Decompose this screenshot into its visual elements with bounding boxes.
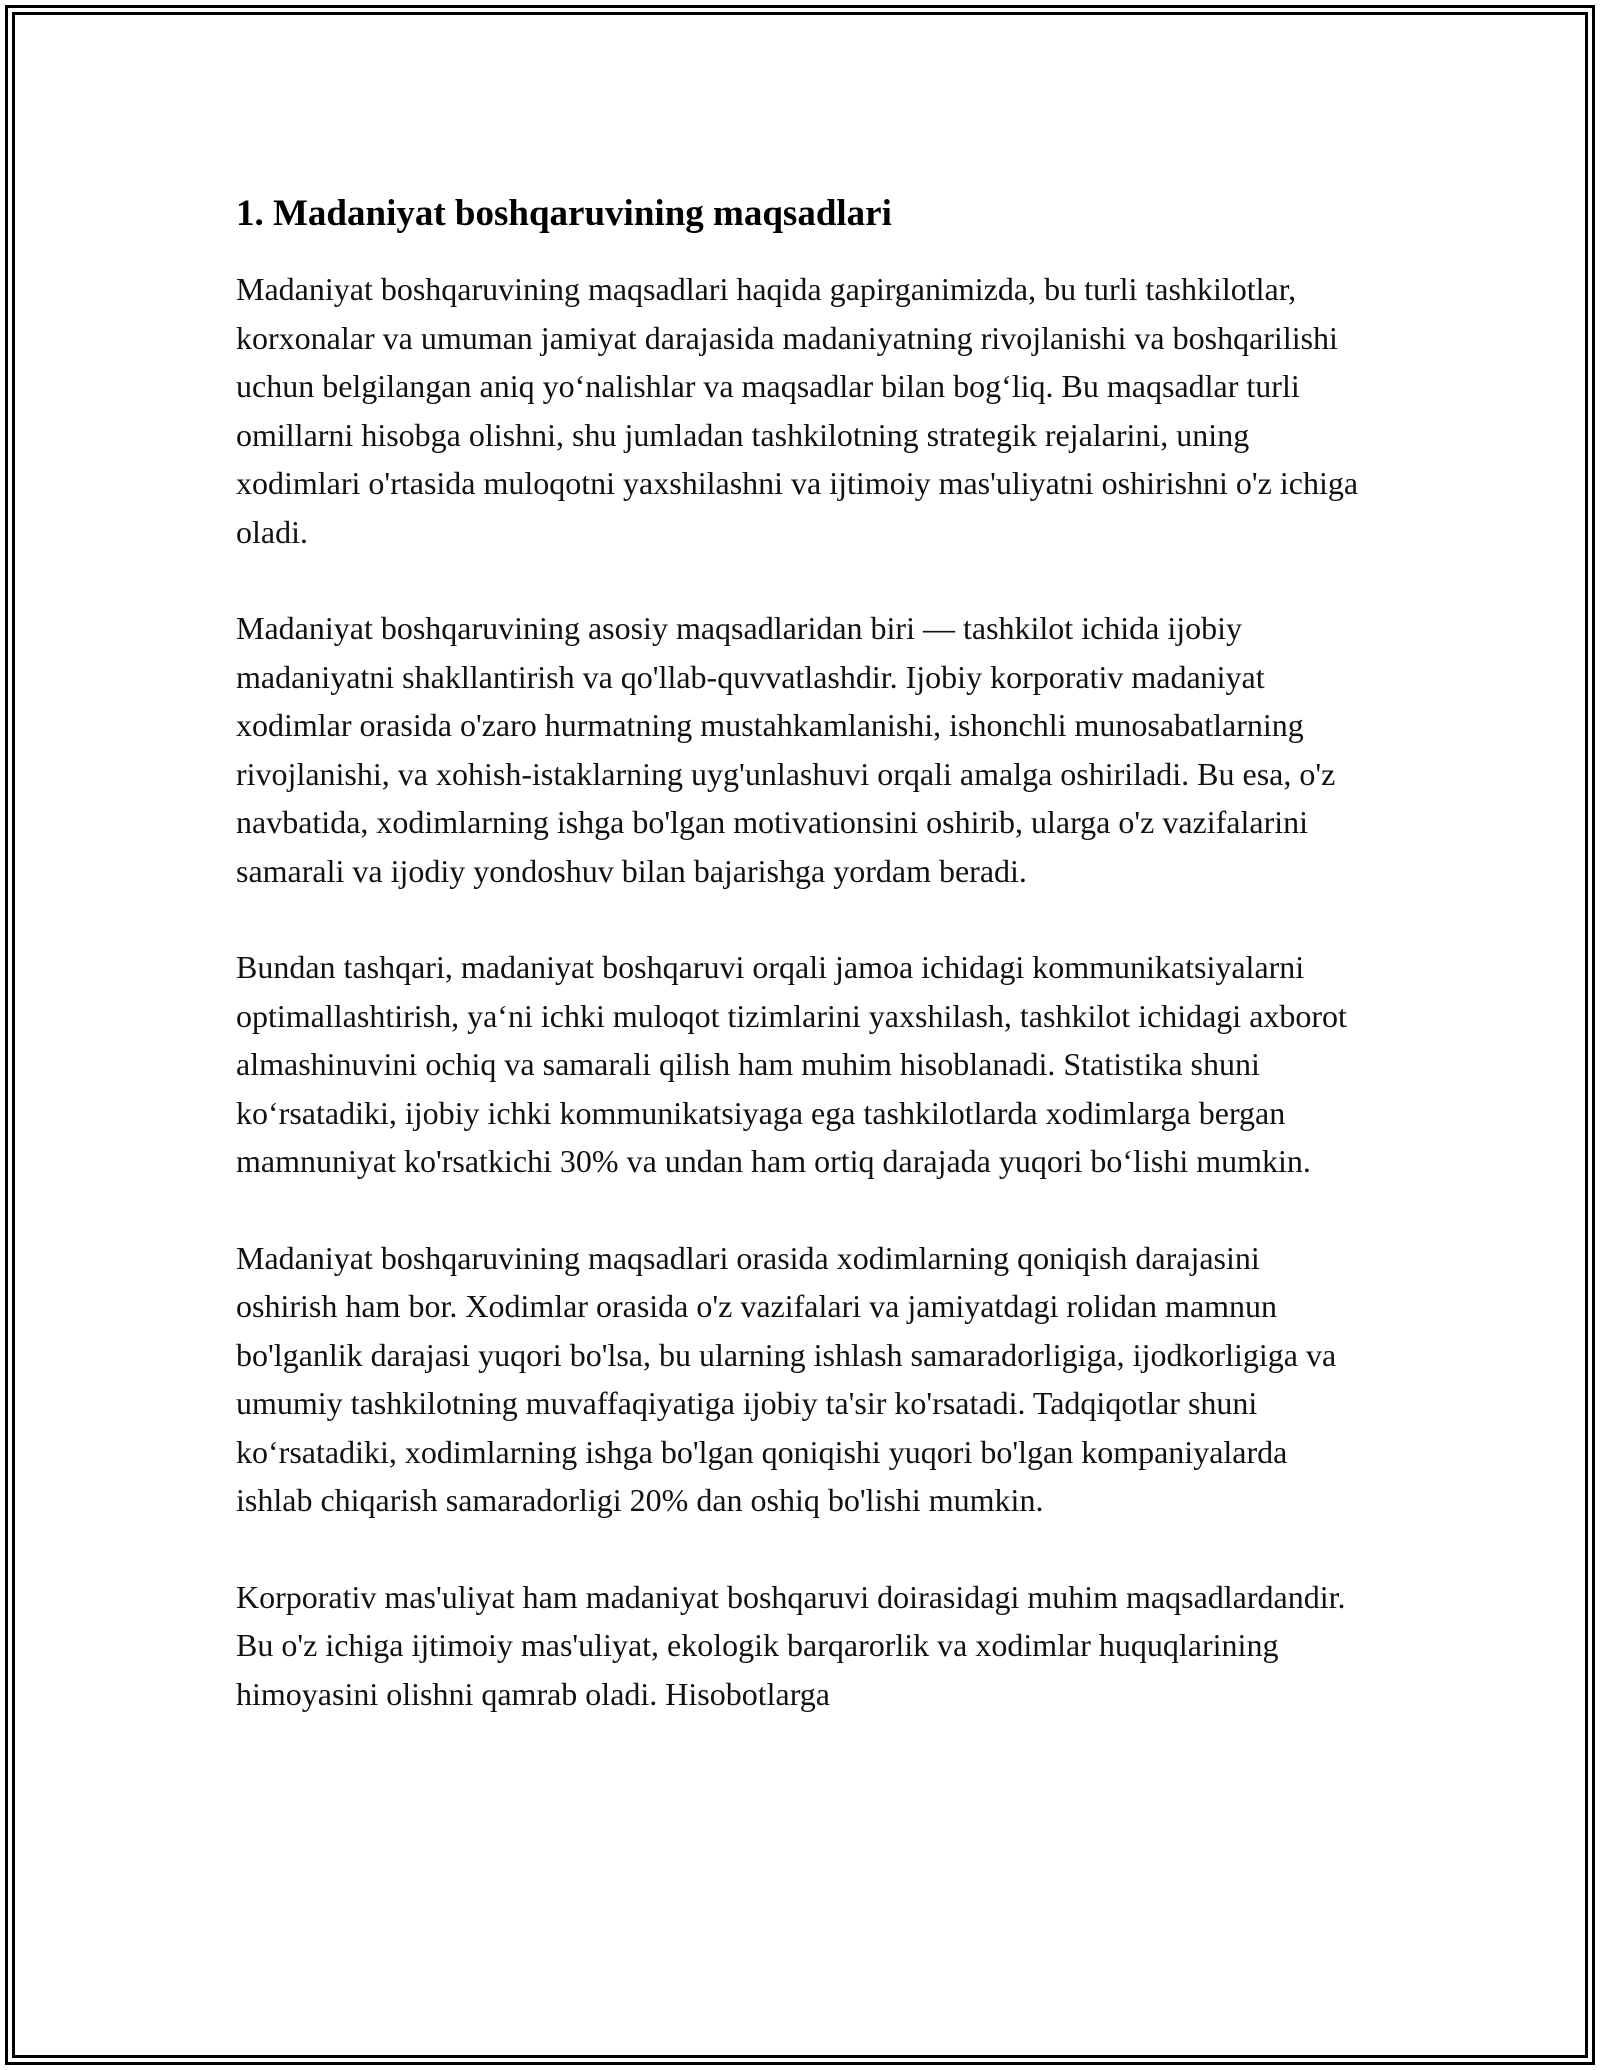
paragraph-corporate-responsibility: Korporativ mas'uliyat ham madaniyat boshqaruvi doirasidagi muhim maqsadlardandir. Bu o'z ichiga ijtimoiy mas'uliyat, ekologik barqarorlik va xodimlar huquqlarining himoyasini olishni qamrab oladi. Hisobotlarga (236, 1578, 1346, 1712)
document-body (236, 186, 1366, 1766)
paragraph-goals-overview: Madaniyat boshqaruvining maqsadlari haqida gapirganimizda, bu turli tashkilotlar, korxonalar va umuman jamiyat darajasida madaniyatning rivojlanishi va boshqarilishi uchun belgilangan aniq yo‘nalishlar va maqsadlar bilan bog‘liq. Bu maqsadlar turli omillarni hisobga olishni, shu jumladan tashkilotning strategik rejalarini, uning xodimlari o'rtasida muloqotni yaxshilashni va ijtimoiy mas'uliyatni oshirishni o'z ichiga oladi. (236, 271, 1359, 550)
section-heading: 1. Madaniyat boshqaruvining maqsadlari (236, 193, 892, 234)
paragraph-positive-culture: Madaniyat boshqaruvining asosiy maqsadlaridan biri — tashkilot ichida ijobiy madaniyatni shakllantirish va qo'llab-quvvatlashdir. Ijobiy korporativ madaniyat xodimlar orasida o'zaro hurmatning mustahkamlanishi, ishonchli munosabatlarning rivojlanishi, va xohish-istaklarning uyg'unlashuvi orqali amalga oshiriladi. Bu esa, o'z navbatida, xodimlarning ishga bo'lgan motivationsini oshirib, ularga o'z vazifalarini samarali va ijodiy yondoshuv bilan bajarishga yordam beradi. (236, 610, 1336, 889)
paragraph-communication: Bundan tashqari, madaniyat boshqaruvi orqali jamoa ichidagi kommunikatsiyalarni optimallashtirish, ya‘ni ichki muloqot tizimlarini yaxshilash, tashkilot ichidagi axborot almashinuvini ochiq va samarali qilish ham muhim hisoblanadi. Statistika shuni ko‘rsatadiki, ijobiy ichki kommunikatsiyaga ega tashkilotlarda xodimlarga bergan mamnuniyat ko'rsatkichi 30% va undan ham ortiq darajada yuqori bo‘lishi mumkin. (236, 949, 1347, 1179)
paragraph-employee-satisfaction: Madaniyat boshqaruvining maqsadlari orasida xodimlarning qoniqish darajasini oshirish ham bor. Xodimlar orasida o'z vazifalari va jamiyatdagi rolidan mamnun bo'lganlik darajasi yuqori bo'lsa, bu ularning ishlash samaradorligiga, ijodkorligiga va umumiy tashkilotning muvaffaqiyatiga ijobiy ta'sir ko'rsatadi. Tadqiqotlar shuni ko‘rsatadiki, xodimlarning ishga bo'lgan qoniqishi yuqori bo'lgan kompaniyalarda ishlab chiqarish samaradorligi 20% dan oshiq bo'lishi mumkin. (236, 1239, 1337, 1518)
